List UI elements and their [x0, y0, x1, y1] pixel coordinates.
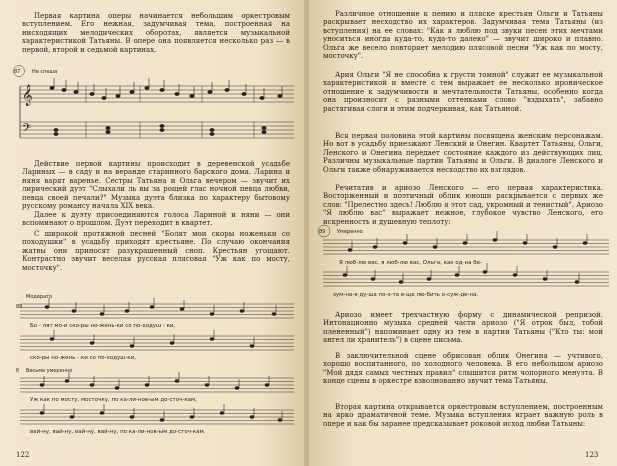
example-number: 87	[14, 69, 21, 75]
lyrics-line-3: Уж как по мосту, мосточку, по ка-ли-нов-ым до-сточ-кам,	[30, 397, 197, 403]
right-page-number: 123	[585, 451, 599, 459]
tempo-marking: Не спеша	[32, 69, 58, 75]
staff-1	[20, 304, 294, 318]
right-paragraph-2: Ария Ольги "Я не способна к грусти томной" служит ее музыкальной характеристикой и вместе с тем выражает ее несколько ироническое отношение к задумчивости и мечтательности Татьяны, особенно когда она произносит с разными оттенками слово "вздыхать", забавно растягивая слоги и этим подчеркивая, как Татьяной.	[323, 71, 603, 113]
right-paragraph-7: Вторая картина открывается оркестровым вступлением, построенным на ярко драматичной теме. Музыка вступления играет важную роль в опере и как бы заранее предсказывает роковой исход любви Татьяны:	[323, 403, 603, 428]
left-paragraph-4: С широкой протяжной песней "Болят мои скоры ноженьки со походушки" в усадьбу приходят крестьяне. По случаю окончания жатвы они приносят разукрашенный сноп. Крестьян угощают. Контрастно звучит веселая русская плясовая "Уж как по мосту, мосточку".	[22, 230, 290, 272]
staff-3	[20, 378, 294, 392]
tempo-marking: Умеренно	[337, 229, 363, 235]
lyrics-line-2: зум-на-я ду-ша по-э-та е-ще лю-бить о-суж-де-на.	[333, 292, 479, 298]
music-example-87	[12, 64, 297, 154]
right-paragraph-1: Различное отношение к пению и пляске крестьян Ольги и Татьяны раскрывает несходство их характеров. Задумчивая тема Татьяны (из вступления) на ее словах: "Как я люблю под звуки песен этих мечтами уноситься иногда куда-то, куда-то далеко" — звучит широко и плавно. Ольга же весело повторяет мелодию плясовой песни "Уж как по мосту, мосточку".	[323, 10, 603, 61]
lyrics-line-1: Я люб-лю вас, я люб-лю вас, Ольга, как од-на бе-	[339, 260, 482, 266]
music-example-89	[315, 224, 613, 304]
left-paragraph-3: Далее к дуэту присоединяются голоса Лариной и няни — они вспоминают о прошлом. Дуэт переходит в квартет.	[22, 211, 290, 228]
left-page	[0, 0, 306, 466]
tempo-marking: Модерато	[26, 294, 53, 300]
music-example-88	[12, 292, 297, 442]
staff-bass	[20, 122, 294, 138]
example-number: 89	[319, 229, 326, 235]
lyrics-line-1: Бо - лят мо-и ско-ры но-жень-ки со по-ходуш - ки,	[30, 323, 176, 329]
svg-text:𝄢: 𝄢	[22, 122, 32, 138]
example-b-number: б	[16, 368, 20, 374]
left-paragraph-1: Первая картина оперы начинается небольшим оркестровым вступлением. Его нежная, задумчивая тема, построенная на нисходящих мелодических оборотах, является музыкальной характеристикой Татьяны. В опере она появляется несколько раз — в первой, второй и седьмой картинах.	[22, 12, 290, 54]
right-paragraph-3: Вся первая половина этой картины посвящена женским персонажам. Но вот в усадьбу приезжают Ленский и Онегин. Квартет Татьяны, Ольги, Ленского и Онегина передает состояние каждого из действующих лиц. Различны музыкальные партии Татьяны и Ольги. В диалоге Ленского и Ольги также обнаруживается несходство их взглядов.	[323, 132, 603, 174]
left-paragraph-2: Действие первой картины происходит в деревенской усадьбе Лариных — в саду и на веранде старинного барского дома. Ларина и няня варят варенье. Сестры Татьяна и Ольга вечером — звучит их лирический дуэт "Слыхали ль вы за рощей глас ночной певца любви, певца своей печали?" Музыка дуэта близка по характеру бытовому русскому романсу начала XIX века.	[22, 160, 290, 211]
right-paragraph-4: Речитатив и ариозо Ленского — его первая характеристика. Восторженный и поэтичный облик юноши раскрывается с первых же слов: "Прелестно здесь! Люблю я этот сад, укромный и тенистый". Ариозо "Я люблю вас" выражает нежное, глубокое чувство Ленского, его искренность и душевную теплоту:	[323, 184, 603, 226]
example-number: 88	[16, 304, 23, 310]
staff-2	[20, 336, 294, 350]
right-page	[309, 0, 617, 466]
right-paragraph-6: В заключительной сцене обрисован облик Онегина — учтивого, хорошо воспитанного, по холодного человека. В его небольшом ариозо "Мой дядя самых честных правил" слышится ритм чопорного менуэта. В конце сцены в оркестре взволнованно звучит тема Татьяны.	[323, 352, 603, 386]
lyrics-line-2: ско-ры но-жень - ки со по-ходуш-ки,	[30, 355, 136, 361]
lyrics-line-4: вай-ну, вай-ну, вай-ну, вай-ну, по ка-ли-нов-ым до-сточ-кам.	[30, 429, 206, 435]
staff-treble	[20, 86, 294, 102]
tempo-marking-b: Весьма умеренно	[26, 368, 73, 374]
right-paragraph-5: Ариозо имеет трехчастную форму с динамической репризой. Интонационно музыка средней части ариозо ("Я отрок был, тобой плененный") напоминает одну из тем в партии Татьяны ("Кто ты: мой ангел ли хранитель") в сцене письма.	[323, 311, 603, 345]
svg-text:𝄞: 𝄞	[22, 85, 33, 106]
left-page-number: 122	[16, 451, 30, 459]
staff-2	[323, 272, 609, 286]
